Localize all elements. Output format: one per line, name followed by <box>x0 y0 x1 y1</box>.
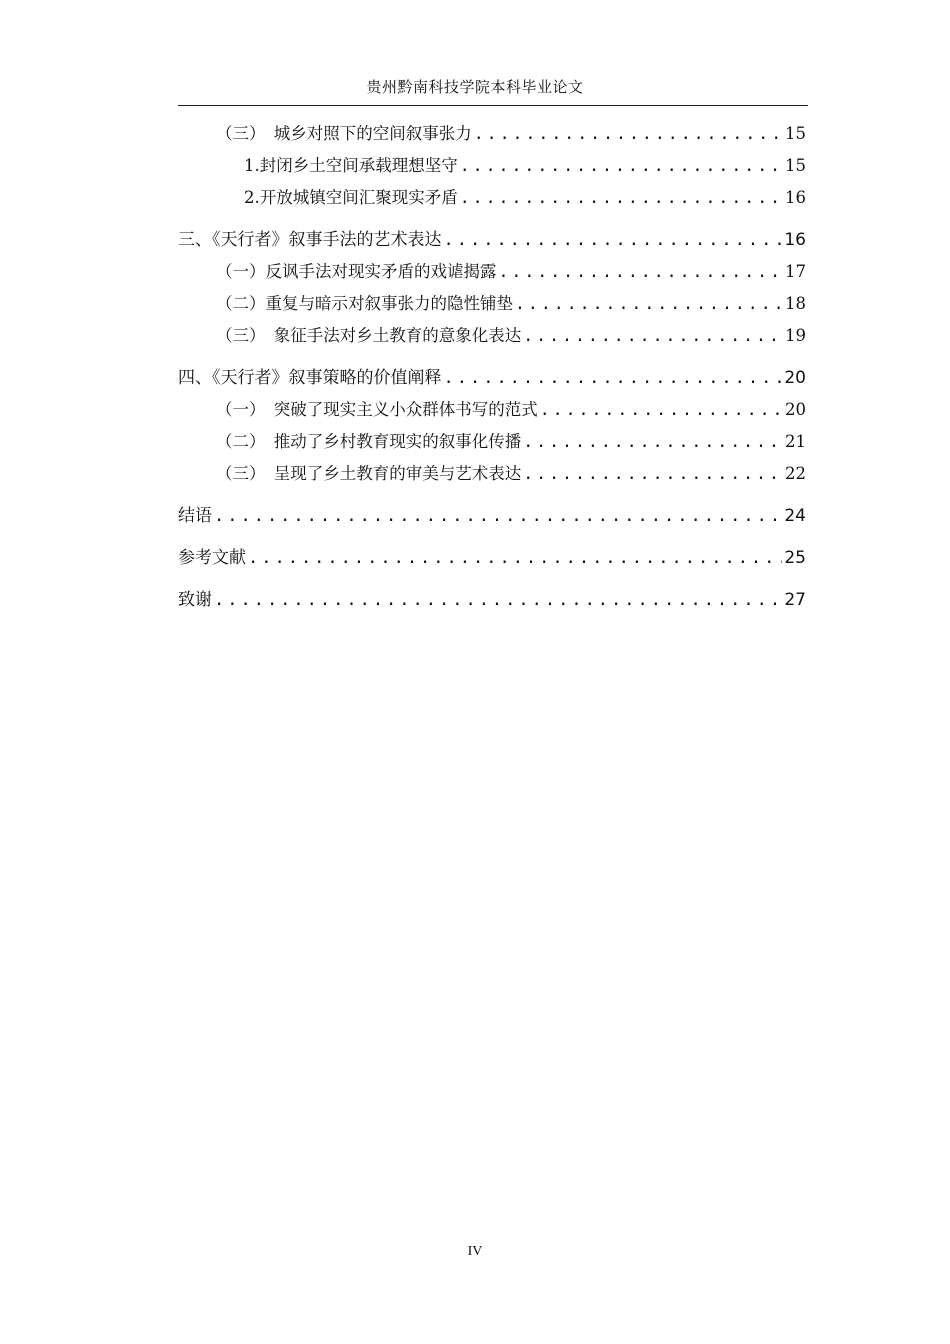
dot-leader <box>540 394 783 426</box>
toc-entry-page: 20 <box>785 400 806 419</box>
toc-entry[interactable] <box>178 288 806 320</box>
toc-entry-title: （三） 象征手法对乡土教育的意象化表达 <box>216 326 522 345</box>
toc-entry-title: （二） 推动了乡村教育现实的叙事化传播 <box>216 432 522 451</box>
dot-leader <box>499 256 784 288</box>
dot-leader <box>214 500 782 532</box>
toc-entry[interactable] <box>178 500 806 532</box>
toc-entry-page: 19 <box>785 326 806 345</box>
toc-entry-title: （一）反讽手法对现实矛盾的戏谑揭露 <box>216 262 497 281</box>
toc-entry[interactable] <box>178 224 806 256</box>
dot-leader <box>460 150 783 182</box>
toc-entry-title: 1.封闭乡土空间承载理想坚守 <box>244 156 458 175</box>
toc-entry-page: 25 <box>784 548 806 568</box>
dot-leader <box>523 426 783 458</box>
toc-entry-title: 2.开放城镇空间汇聚现实矛盾 <box>244 188 458 207</box>
toc-entry[interactable] <box>178 458 806 490</box>
header-rule <box>178 105 808 106</box>
toc-entry-page: 16 <box>784 230 806 250</box>
toc-entry[interactable] <box>178 542 806 574</box>
dot-leader <box>523 458 783 490</box>
toc-entry-title: 四、《天行者》叙事策略的价值阐释 <box>178 368 442 388</box>
toc-entry-title: （三） 呈现了乡土教育的审美与艺术表达 <box>216 464 522 483</box>
toc-entry[interactable] <box>178 394 806 426</box>
toc-entry-page: 15 <box>785 124 806 143</box>
toc-entry[interactable] <box>178 256 806 288</box>
dot-leader <box>444 224 783 256</box>
toc-entry-title: （二）重复与暗示对叙事张力的隐性铺垫 <box>216 294 513 313</box>
toc-entry-title: 结语 <box>178 506 212 526</box>
toc-entry-page: 24 <box>784 506 806 526</box>
toc-entry[interactable] <box>178 182 806 214</box>
toc-entry-page: 18 <box>785 294 806 313</box>
toc-entry-title: 三、《天行者》叙事手法的艺术表达 <box>178 230 442 250</box>
toc-entry-title: 致谢 <box>178 590 212 610</box>
dot-leader <box>460 182 783 214</box>
dot-leader <box>523 320 783 352</box>
toc-entry-page: 27 <box>784 590 806 610</box>
toc-entry[interactable] <box>178 584 806 616</box>
dot-leader <box>474 118 783 150</box>
table-of-contents <box>178 118 806 616</box>
toc-entry-title: 参考文献 <box>178 548 246 568</box>
toc-entry-page: 21 <box>785 432 806 451</box>
toc-entry[interactable] <box>178 150 806 182</box>
dot-leader <box>444 362 783 394</box>
toc-entry-page: 22 <box>785 464 806 483</box>
toc-entry-page: 20 <box>784 368 806 388</box>
toc-entry-title: （三） 城乡对照下的空间叙事张力 <box>216 124 472 143</box>
toc-entry[interactable] <box>178 426 806 458</box>
dot-leader <box>214 584 782 616</box>
toc-entry-page: 17 <box>785 262 806 281</box>
toc-entry-page: 15 <box>785 156 806 175</box>
page-number: IV <box>467 1244 483 1259</box>
toc-entry[interactable] <box>178 118 806 150</box>
toc-entry[interactable] <box>178 320 806 352</box>
dot-leader <box>515 288 783 320</box>
toc-entry-page: 16 <box>785 188 806 207</box>
dot-leader <box>248 542 782 574</box>
toc-entry[interactable] <box>178 362 806 394</box>
toc-entry-title: （一） 突破了现实主义小众群体书写的范式 <box>216 400 538 419</box>
running-header: 贵州黔南科技学院本科毕业论文 <box>366 78 584 96</box>
